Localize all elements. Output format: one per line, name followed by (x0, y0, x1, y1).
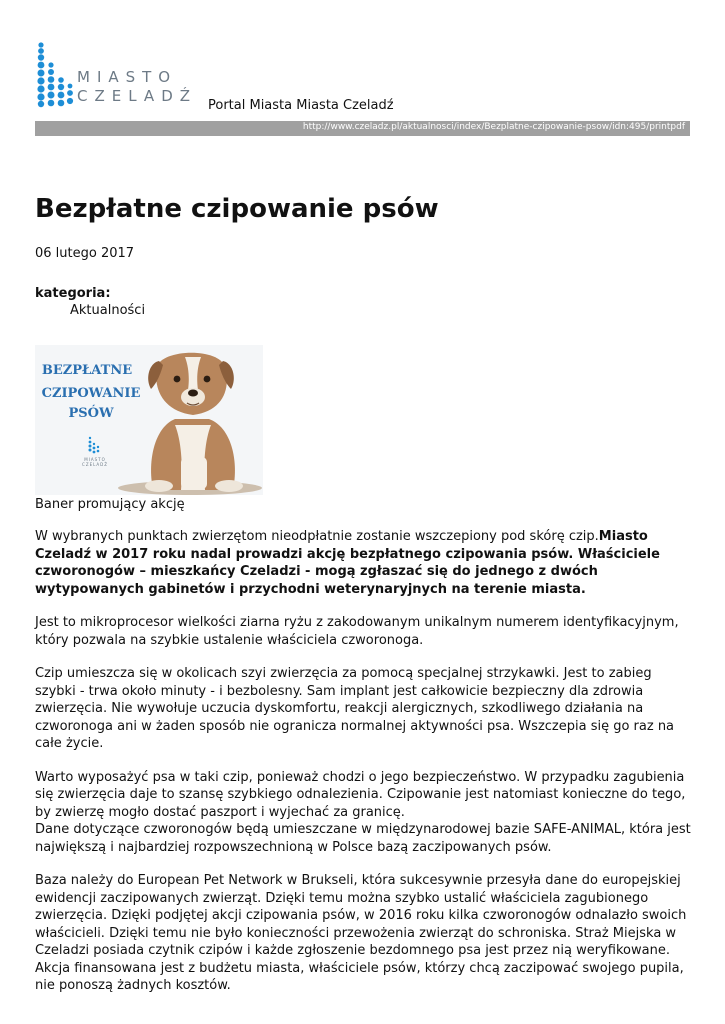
banner-line-1: BEZPŁATNE (41, 363, 133, 378)
paragraph-2: Jest to mikroprocesor wielkości ziarna ryżu z zakodowanym unikalnym numerem identyfikacyjnym, który pozwala na szybkie ustalenie właściciela czworonoga. (35, 615, 679, 648)
logo-text (77, 68, 197, 106)
banner-line-3: PSÓW (68, 406, 114, 421)
article-title: Bezpłatne czipowanie psów (35, 194, 439, 224)
banner-logo-line-1: MIASTO (84, 457, 106, 462)
article-banner-image (35, 345, 263, 495)
paragraph-4 (35, 769, 695, 857)
paragraph-5a: Baza należy do European Pet Network w Brukseli, która sukcesywnie przesyła dane do europejskiej ewidencji zaczipowanych zwierząt. Dzięki temu można szybko ustalić właściciela zagubionego zwierzęcia. Dzięki podjętej akcji czipowania psów, w 2016 roku kilka czworonogów odnalazło swoich właścicieli. Dzięki temu nie było konieczności przewożenia zwierząt do schroniska. Straż Miejska w Czeladzi posiada czytnik czipów i każde zgłoszenie bezdomnego psa jest przez nią weryfikowane. (35, 873, 687, 958)
banner-line-2: CZIPOWANIE (41, 386, 141, 401)
banner-caption: Baner promujący akcję (35, 497, 185, 512)
logo-line-2: CZELADŹ (77, 87, 198, 105)
article-date: 06 lutego 2017 (35, 246, 135, 261)
url-bar (35, 121, 690, 136)
paragraph-3: Czip umieszcza się w okolicach szyi zwierzęcia za pomocą specjalnej strzykawki. Jest to zabieg szybki - trwa około minuty - i bezbolesny. Sam implant jest całkowicie bezpieczny dla zdrowia zwierzęcia. Nie wywołuje uczucia dyskomfortu, reakcji alergicznych, szkodliwego działania na czworonoga ani w żaden sposób nie ogranicza normalnej aktywności psa. Wszczepia się go raz na całe życie. (35, 666, 675, 751)
page-header (35, 38, 690, 118)
paragraph-5b: Akcja finansowana jest z budżetu miasta, właściciele psów, którzy chcą zaczipować swojego pupila, nie ponoszą żadnych kosztów. (35, 960, 684, 993)
paragraph-1-bold: Miasto Czeladź w 2017 roku nadal prowadzi akcję bezpłatnego czipowania psów. Właściciele czworonogów – mieszkańcy Czeladzi - mogą zgłaszać się do jednego z dwóch wytypowanych gabinetów i przychodni weterynaryjnych na terenie miasta. (35, 529, 660, 597)
article-body (35, 528, 695, 1011)
category-label: kategoria: (35, 286, 111, 301)
paragraph-1 (35, 528, 695, 598)
page-url[interactable]: http://www.czeladz.pl/aktualnosci/index/Bezplatne-czipowanie-psow/idn:495/printpdf (302, 122, 685, 132)
paragraph-1-text: W wybranych punktach zwierzętom nieodpłatnie zostanie wszczepiony pod skórę czip. (35, 529, 599, 544)
city-logo[interactable] (35, 38, 205, 110)
banner-logo-line-2: CZELADŹ (82, 462, 108, 467)
portal-title: Portal Miasta Miasta Czeladź (208, 98, 394, 113)
paragraph-4a: Warto wyposażyć psa w taki czip, ponieważ chodzi o jego bezpieczeństwo. W przypadku zagubienia się zwierzęcia daje to szansę szybkiego odnalezienia. Czipowanie jest natomiast konieczne do tego, by zwierzę mogło dostać paszport i wyjechać za granicę. (35, 769, 686, 820)
logo-dots-icon (35, 38, 75, 110)
category-value: Aktualności (70, 303, 146, 318)
paragraph-5 (35, 872, 695, 995)
paragraph-4b: Dane dotyczące czworonogów będą umieszczane w międzynarodowej bazie SAFE-ANIMAL, która jest największą i najbardziej rozpowszechnioną w Polsce bazą zaczipowanych psów. (35, 822, 691, 855)
logo-line-1: MIASTO (77, 68, 178, 86)
